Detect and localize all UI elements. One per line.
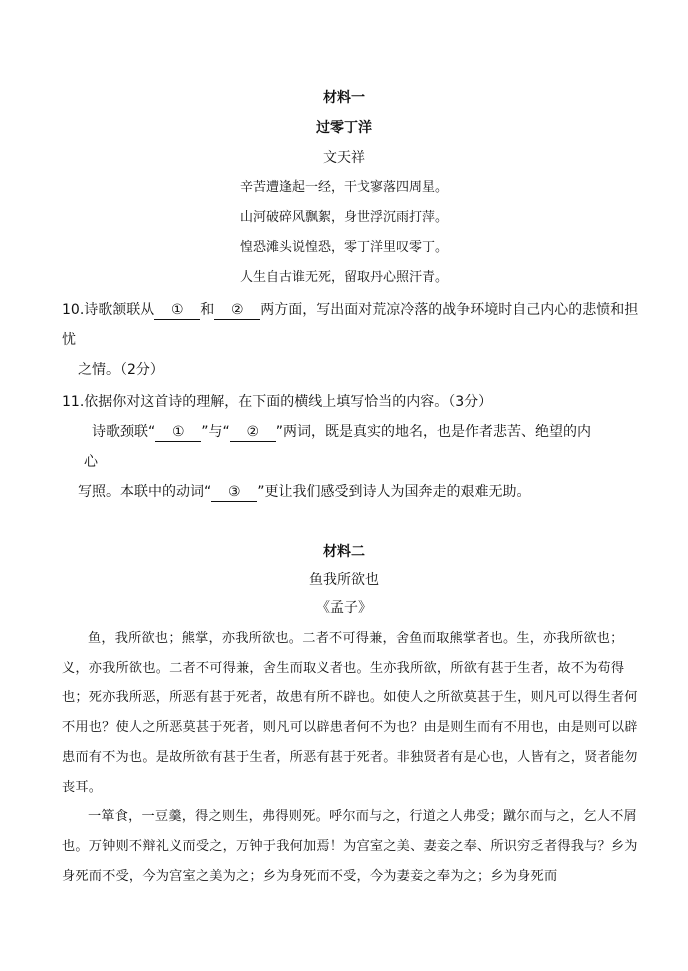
q11-blank-3: ③	[211, 483, 257, 502]
question-11-line-2	[92, 422, 591, 442]
q10-mid: 和	[200, 302, 215, 318]
q11-mid: ”与“	[201, 424, 230, 440]
q11-suffix: ”两词，既是真实的地名，也是作者悲苦、绝望的内	[275, 424, 592, 440]
q11-line4-suffix: ”更让我们感受到诗人为国奔走的艰难无助。	[257, 484, 531, 500]
q11-prefix: 诗歌颈联“	[92, 424, 156, 440]
q10-suffix: 两方面，写出面对荒凉冷落的战争环境时自己内心的悲愤和担	[260, 302, 639, 318]
question-10-line-1	[62, 300, 638, 320]
essay-author: 《孟子》	[316, 600, 372, 616]
question-10-line-3: 之情。（2分）	[78, 362, 164, 378]
question-11-line-1: 11.依据你对这首诗的理解，在下面的横线上填写恰当的内容。（3分）	[62, 394, 493, 410]
poem-author: 文天祥	[323, 150, 365, 166]
essay-paragraph-2: 一箪食，一豆羹，得之则生，弗得则死。呼尔而与之，行道之人弗受；蹴尔而与之，乞人不屑也。万钟则不辩礼义而受之，万钟于我何加焉！为宫室之美、妻妾之奉、所识穷乏者得我与？乡为身死而不受，今为宫室之美为之；乡为身死而不受，今为妻妾之奉为之；乡为身死而	[62, 809, 638, 884]
q11-blank-1: ①	[155, 423, 201, 442]
poem-line-1: 辛苦遭逢起一经，干戈寥落四周星。	[239, 180, 448, 195]
essay-body	[62, 624, 642, 891]
q10-blank-1: ①	[154, 301, 200, 320]
q11-line4-prefix: 写照。本联中的动词“	[78, 484, 212, 500]
essay-title: 鱼我所欲也	[309, 572, 379, 588]
q10-prefix: 10.诗歌颔联从	[62, 302, 155, 318]
essay-paragraph-1: 鱼，我所欲也；熊掌，亦我所欲也。二者不可得兼，舍鱼而取熊掌者也。生，亦我所欲也；义，亦我所欲也。二者不可得兼，舍生而取义者也。生亦我所欲，所欲有甚于生者，故不为苟得也；死亦我所恶，所恶有甚于死者，故患有所不辟也。如使人之所欲莫甚于生，则凡可以得生者何不用也？使人之所恶莫甚于死者，则凡可以辟患者何不为也？由是则生而有不用也，由是则可以辟患而有不为也。是故所欲有甚于生者，所恶有甚于死者。非独贤者有是心也，人皆有之，贤者能勿丧耳。	[62, 631, 638, 795]
question-11-line-3: 心	[84, 454, 98, 470]
material1-heading: 材料一	[323, 90, 365, 106]
poem-title: 过零丁洋	[316, 120, 372, 136]
poem-line-2: 山河破碎风飘絮，身世浮沉雨打萍。	[239, 210, 448, 225]
q11-blank-2: ②	[230, 423, 276, 442]
question-10-line-2: 忧	[62, 332, 76, 348]
poem-line-3: 惶恐滩头说惶恐，零丁洋里叹零丁。	[239, 240, 448, 255]
material2-heading: 材料二	[323, 544, 365, 560]
q10-blank-2: ②	[214, 301, 260, 320]
poem-line-4: 人生自古谁无死，留取丹心照汗青。	[239, 270, 448, 285]
question-11-line-4	[78, 482, 531, 502]
